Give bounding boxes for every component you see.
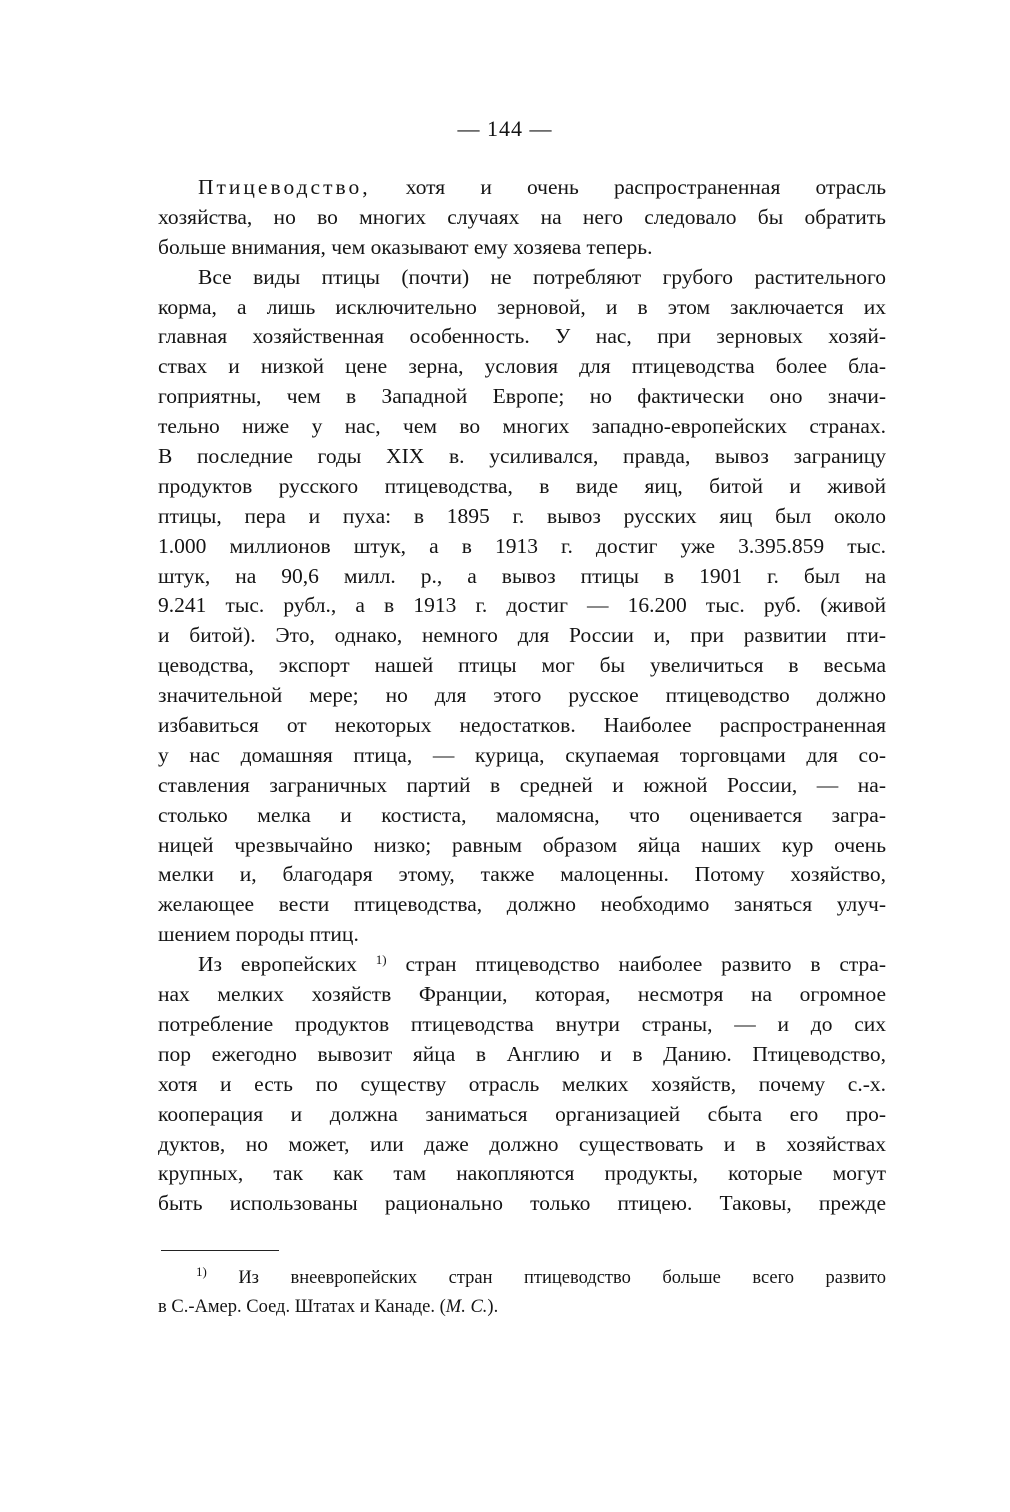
text-line: тельно ниже у нас, чем во многих западно-европейских странах. (158, 414, 886, 439)
text-line: столько мелка и костиста, маломясна, что оценивается загра- (158, 802, 886, 827)
text-line: мелки и, благодаря этому, также малоценны. Потому хозяйство, (158, 862, 886, 887)
text-line: цеводства, экспорт нашей птицы мог бы увеличиться в весьма (158, 653, 886, 678)
paragraph-3 (158, 950, 886, 1219)
text-line: пор ежегодно вывозит яйца в Англию и в Данию. Птицеводство, (158, 1041, 886, 1066)
text-line: хозяйства, но во многих случаях на него следовало бы обратить (158, 204, 886, 229)
text-line: В последние годы XIX в. усиливался, правда, вывоз заграницу (158, 444, 886, 469)
footnote-text: в С.-Амер. Соед. Штатах и Канаде. ( (158, 1297, 446, 1317)
page-number: — 144 — (457, 116, 553, 141)
text-line: ницей чрезвычайно низко; равным образом яйца наших кур очень (158, 832, 886, 857)
text-line: продуктов русского птицеводства, в виде яиц, битой и живой (158, 473, 886, 498)
text-line: кооперация и должна заниматься организацией сбыта его про- (158, 1101, 886, 1126)
text-line: потребление продуктов птицеводства внутри страны, — и до сих (158, 1011, 886, 1036)
footnote-ref: 1) (375, 952, 387, 968)
footnote-divider (161, 1250, 279, 1251)
text-line: у нас домашняя птица, — курица, скупаемая торговцами для со- (158, 742, 886, 767)
text-line: ствах и низкой цене зерна, условия для птицеводства более бла- (158, 354, 886, 379)
text-line: корма, а лишь исключительно зерновой, и в этом заключается их (158, 294, 886, 319)
text-line: и битой). Это, однако, немного для России и, при развитии пти- (158, 623, 886, 648)
text-line: штук, на 90,6 милл. р., а вывоз птицы в 1901 г. был на (158, 563, 886, 588)
line-start: Из европейских (198, 952, 376, 977)
footnote-text: ). (487, 1297, 499, 1317)
paragraph-1 (158, 173, 886, 263)
line-rest: стран птицеводство наиболее развито в стра- (386, 952, 887, 977)
text-line: 9.241 тыс. рубл., а в 1913 г. достиг — 16.200 тыс. руб. (живой (158, 593, 886, 618)
text-line: главная хозяйственная особенность. У нас, при зерновых хозяй- (158, 324, 886, 349)
paragraph-2 (158, 263, 886, 950)
footnote-line (158, 1293, 886, 1322)
text-line (158, 173, 886, 203)
spaced-lead-word: Птицеводство, (198, 175, 371, 199)
text-line: избавиться от некоторых недостатков. Наиболее распространенная (158, 713, 886, 738)
text-line: гоприятны, чем в Западной Европе; но фактически оно значи- (158, 384, 886, 409)
text-line: быть использованы рационально только птицею. Таковы, прежде (158, 1191, 886, 1216)
text-line (158, 950, 886, 980)
footnote (158, 1264, 886, 1322)
text-line: нах мелких хозяйств Франции, которая, несмотря на огромное (158, 982, 886, 1007)
footnote-line (158, 1264, 886, 1293)
text-line: крупных, так как там накопляются продукты, которые могут (158, 1161, 886, 1186)
text-line: желающее вести птицеводства, должно необходимо заняться улуч- (158, 892, 886, 917)
main-text (158, 173, 886, 1219)
footnote-text: Из внеевропейских стран птицеводство больше всего развито (206, 1268, 886, 1288)
text-line: дуктов, но может, или даже должно существовать и в хозяйствах (158, 1131, 886, 1156)
text-line: птицы, пера и пуха: в 1895 г. вывоз русских яиц был около (158, 503, 886, 528)
text-line: хотя и есть по существу отрасль мелких хозяйств, почему с.-х. (158, 1071, 886, 1096)
line-rest: хотя и очень распространенная отрасль (370, 175, 886, 199)
text-line: 1.000 миллионов штук, а в 1913 г. достиг уже 3.395.859 тыс. (158, 533, 886, 558)
text-line: шением породы птиц. (158, 922, 359, 947)
text-line: значительной мере; но для этого русское птицеводство должно (158, 683, 886, 708)
footnote-initials: М. С. (445, 1297, 488, 1317)
footnote-marker: 1) (196, 1264, 207, 1279)
text-line: больше внимания, чем оказывают ему хозяева теперь. (158, 234, 653, 259)
text-line: ставления заграничных партий в средней и южной России, — на- (158, 772, 886, 797)
text-line: Все виды птицы (почти) не потребляют грубого растительного (198, 264, 886, 289)
